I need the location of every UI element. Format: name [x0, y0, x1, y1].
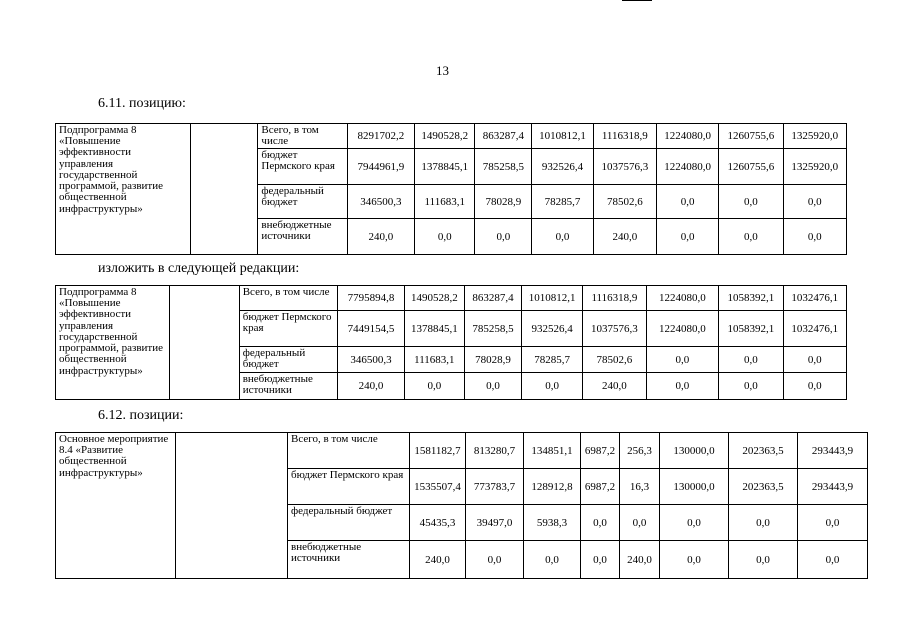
value-cell: 863287,4	[475, 124, 532, 149]
value-cell: 256,3	[620, 433, 660, 469]
value-cell: 202363,5	[729, 469, 798, 505]
value-cell: 134851,1	[524, 433, 581, 469]
value-cell: 1116318,9	[583, 286, 646, 311]
value-cell: 0,0	[660, 541, 729, 579]
value-cell: 1037576,3	[593, 149, 656, 185]
value-cell: 1224080,0	[656, 149, 718, 185]
value-cell: 0,0	[719, 373, 783, 400]
value-cell: 78028,9	[464, 347, 521, 373]
row-label: бюджет Пермского края	[258, 149, 347, 185]
value-cell: 346500,3	[347, 185, 414, 219]
row-label: внебюджетные источники	[239, 373, 338, 400]
value-cell: 78502,6	[583, 347, 646, 373]
value-cell: 932526,4	[532, 149, 593, 185]
value-cell: 1325920,0	[783, 124, 846, 149]
value-cell: 111683,1	[404, 347, 464, 373]
value-cell: 0,0	[719, 185, 783, 219]
value-cell: 111683,1	[415, 185, 475, 219]
program-name: Подпрограмма 8 «Повышение эффективности управления государственной программой, развитие общественной инфраструктуры»	[56, 286, 170, 400]
value-cell: 0,0	[581, 541, 620, 579]
value-cell: 785258,5	[464, 311, 521, 347]
value-cell: 0,0	[524, 541, 581, 579]
value-cell: 0,0	[656, 219, 718, 255]
value-cell: 863287,4	[464, 286, 521, 311]
value-cell: 1010812,1	[532, 124, 593, 149]
value-cell: 0,0	[783, 347, 846, 373]
value-cell: 8291702,2	[347, 124, 414, 149]
table-position-new	[55, 285, 847, 400]
value-cell: 128912,8	[524, 469, 581, 505]
blank-cell	[170, 286, 240, 400]
top-rule	[622, 0, 652, 1]
value-cell: 0,0	[415, 219, 475, 255]
value-cell: 0,0	[719, 347, 783, 373]
value-cell: 293443,9	[798, 433, 868, 469]
row-label: бюджет Пермского края	[288, 469, 410, 505]
value-cell: 7944961,9	[347, 149, 414, 185]
value-cell: 240,0	[410, 541, 466, 579]
value-cell: 0,0	[729, 505, 798, 541]
row-label: внебюджетные источники	[288, 541, 410, 579]
value-cell: 240,0	[593, 219, 656, 255]
value-cell: 78502,6	[593, 185, 656, 219]
value-cell: 1224080,0	[646, 286, 719, 311]
value-cell: 0,0	[466, 541, 524, 579]
program-name: Подпрограмма 8 «Повышение эффективности управления государственной программой, развитие общественной инфраструктуры»	[56, 124, 191, 255]
value-cell: 1032476,1	[783, 286, 846, 311]
blank-cell	[176, 433, 288, 579]
value-cell: 1490528,2	[404, 286, 464, 311]
value-cell: 293443,9	[798, 469, 868, 505]
value-cell: 1224080,0	[656, 124, 718, 149]
row-label: федеральный бюджет	[239, 347, 338, 373]
value-cell: 1058392,1	[719, 286, 783, 311]
value-cell: 1535507,4	[410, 469, 466, 505]
value-cell: 45435,3	[410, 505, 466, 541]
value-cell: 0,0	[798, 541, 868, 579]
value-cell: 130000,0	[660, 469, 729, 505]
value-cell: 0,0	[646, 347, 719, 373]
value-cell: 130000,0	[660, 433, 729, 469]
value-cell: 0,0	[783, 185, 846, 219]
value-cell: 78028,9	[475, 185, 532, 219]
value-cell: 0,0	[620, 505, 660, 541]
value-cell: 0,0	[783, 219, 846, 255]
value-cell: 78285,7	[532, 185, 593, 219]
value-cell: 39497,0	[466, 505, 524, 541]
value-cell: 813280,7	[466, 433, 524, 469]
value-cell: 16,3	[620, 469, 660, 505]
value-cell: 0,0	[798, 505, 868, 541]
row-label: Всего, в том числе	[258, 124, 347, 149]
value-cell: 932526,4	[522, 311, 583, 347]
value-cell: 1581182,7	[410, 433, 466, 469]
value-cell: 5938,3	[524, 505, 581, 541]
value-cell: 6987,2	[581, 469, 620, 505]
value-cell: 6987,2	[581, 433, 620, 469]
value-cell: 1490528,2	[415, 124, 475, 149]
table-position-old	[55, 123, 847, 255]
value-cell: 7795894,8	[338, 286, 404, 311]
heading-new-version: изложить в следующей редакции:	[98, 261, 300, 276]
value-cell: 240,0	[583, 373, 646, 400]
value-cell: 1032476,1	[783, 311, 846, 347]
page-number: 13	[436, 63, 449, 78]
value-cell: 0,0	[464, 373, 521, 400]
row-label: Всего, в том числе	[288, 433, 410, 469]
value-cell: 0,0	[404, 373, 464, 400]
value-cell: 0,0	[475, 219, 532, 255]
value-cell: 202363,5	[729, 433, 798, 469]
value-cell: 1378845,1	[415, 149, 475, 185]
value-cell: 1116318,9	[593, 124, 656, 149]
row-label: внебюджетные источники	[258, 219, 347, 255]
row-label: бюджет Пермского края	[239, 311, 338, 347]
value-cell: 0,0	[522, 373, 583, 400]
value-cell: 785258,5	[475, 149, 532, 185]
value-cell: 0,0	[532, 219, 593, 255]
value-cell: 78285,7	[522, 347, 583, 373]
value-cell: 0,0	[656, 185, 718, 219]
value-cell: 0,0	[646, 373, 719, 400]
value-cell: 240,0	[620, 541, 660, 579]
blank-cell	[190, 124, 257, 255]
value-cell: 1260755,6	[719, 124, 783, 149]
heading-6-12: 6.12. позиции:	[98, 408, 184, 423]
value-cell: 1010812,1	[522, 286, 583, 311]
value-cell: 240,0	[338, 373, 404, 400]
value-cell: 0,0	[783, 373, 846, 400]
value-cell: 240,0	[347, 219, 414, 255]
value-cell: 773783,7	[466, 469, 524, 505]
row-label: федеральный бюджет	[258, 185, 347, 219]
row-label: федеральный бюджет	[288, 505, 410, 541]
value-cell: 1378845,1	[404, 311, 464, 347]
value-cell: 7449154,5	[338, 311, 404, 347]
row-label: Всего, в том числе	[239, 286, 338, 311]
value-cell: 1325920,0	[783, 149, 846, 185]
value-cell: 1037576,3	[583, 311, 646, 347]
heading-6-11: 6.11. позицию:	[98, 96, 186, 111]
value-cell: 346500,3	[338, 347, 404, 373]
value-cell: 1260755,6	[719, 149, 783, 185]
value-cell: 0,0	[581, 505, 620, 541]
table-positions	[55, 432, 868, 579]
value-cell: 0,0	[660, 505, 729, 541]
value-cell: 0,0	[729, 541, 798, 579]
value-cell: 1224080,0	[646, 311, 719, 347]
value-cell: 1058392,1	[719, 311, 783, 347]
value-cell: 0,0	[719, 219, 783, 255]
program-name: Основное мероприятие 8.4 «Развитие общественной инфраструктуры»	[56, 433, 176, 579]
